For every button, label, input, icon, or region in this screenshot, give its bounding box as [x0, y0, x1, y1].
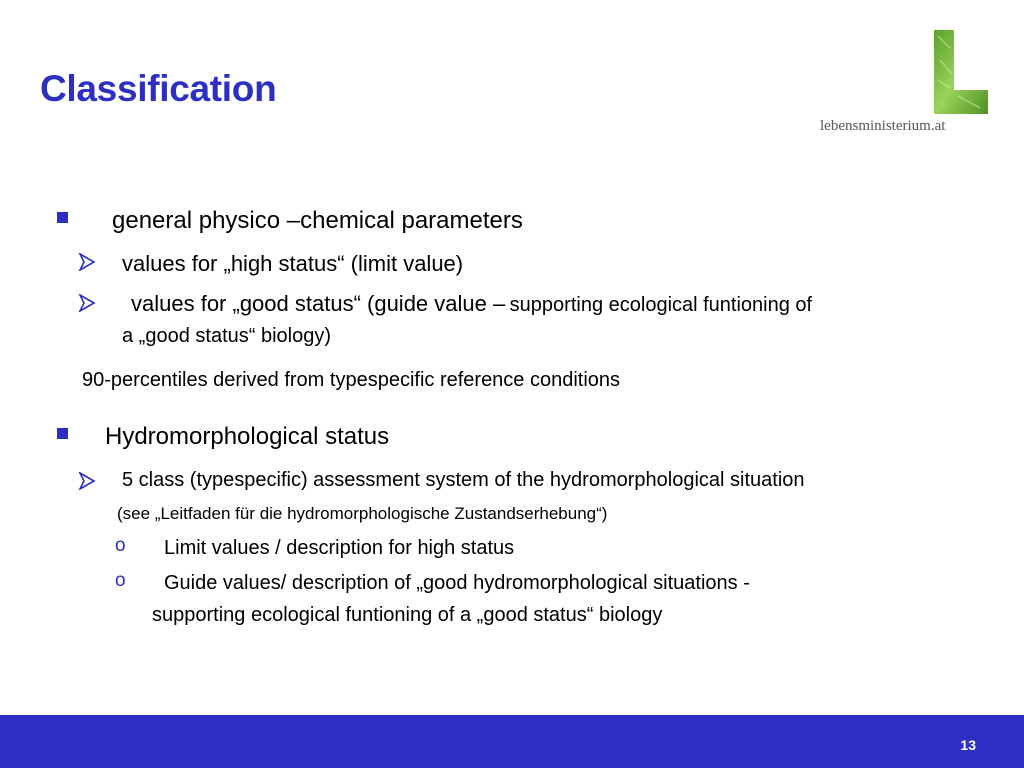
sub-high-status: values for „high status“ (limit value): [122, 251, 464, 276]
page-number: 13: [960, 737, 976, 753]
sub-good-status-main: values for „good status“ (guide value –: [131, 291, 506, 316]
arrow-bullet-icon: [78, 294, 96, 312]
item-guide-values: Guide values/ description of „good hydromorphological situations -: [164, 572, 750, 594]
sub-class-note: (see „Leitfaden für die hydromorphologische Zustandserhebung“): [117, 504, 608, 523]
arrow-bullet-icon: [78, 253, 96, 271]
sub-good-status-cont: a „good status“ biology): [122, 325, 332, 347]
bullet-hydromorphological: Hydromorphological status: [105, 423, 390, 450]
sub-good-status: [131, 291, 812, 317]
square-bullet-icon: [57, 428, 68, 439]
item-limit-values: Limit values / description for high status: [164, 537, 515, 559]
bullet-physico-chemical: general physico –chemical parameters: [112, 207, 523, 234]
sub-good-status-small: supporting ecological funtioning of: [509, 294, 813, 316]
footer-bar: [0, 715, 1024, 768]
square-bullet-icon: [57, 212, 68, 223]
arrow-bullet-icon: [78, 472, 96, 490]
item-guide-values-cont: supporting ecological funtioning of a „good status“ biology: [152, 604, 663, 626]
lebensministerium-logo: [930, 30, 990, 116]
slide-title: Classification: [40, 68, 277, 109]
percentile-note: 90-percentiles derived from typespecific reference conditions: [82, 369, 621, 391]
sub-class-assessment: 5 class (typespecific) assessment system of the hydromorphological situation: [122, 469, 805, 491]
circle-bullet-icon: o: [115, 570, 126, 591]
circle-bullet-icon: o: [115, 535, 126, 556]
logo-text: lebensministerium.at: [820, 118, 946, 134]
